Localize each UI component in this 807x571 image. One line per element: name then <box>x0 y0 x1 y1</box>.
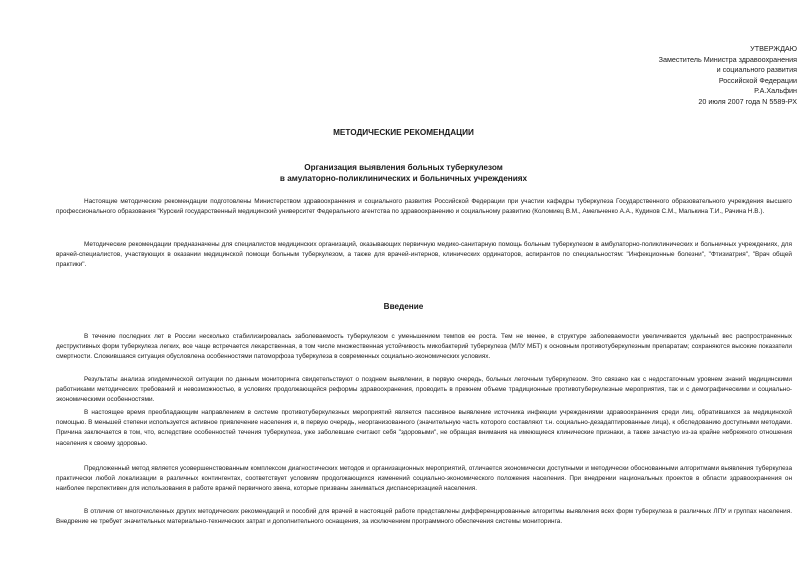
document-heading: МЕТОДИЧЕСКИЕ РЕКОМЕНДАЦИИ <box>333 128 474 137</box>
document-subtitle <box>0 162 807 184</box>
approval-position: Заместитель Министра здравоохранения <box>658 54 797 64</box>
approval-date: 20 июля 2007 года N 5589-РХ <box>698 96 797 106</box>
intro-paragraph: Настоящие методические рекомендации подготовлены Министерством здравоохранения и социального развития Российской Федерации при участии кафедры туберкулеза Государственного образовательного учреждения высшего профессионального образования "Курский государственный медицинский университет Федерального агентства по здравоохранению и социальному развитию (Коломиец В.М., Амельченко А.А., Кудинов С.М., Малькина Т.И., Рачина Н.В.). <box>56 198 792 216</box>
section-paragraph: В отличие от многочисленных других методических рекомендаций и пособий для врачей в настоящей работе представлены дифференцированные алгоритмы выявления всех форм туберкулеза в различных ЛПУ и группах населения. Внедрение не требует значительных материально-технических затрат и дополнительного оснащения, за исключением программного обеспечения системы мониторинга. <box>56 508 792 526</box>
section-heading: Введение <box>383 302 424 311</box>
subtitle-line-1: Организация выявления больных туберкулезом <box>304 163 503 172</box>
approval-block <box>659 44 797 108</box>
section-paragraph: Предложенный метод является усовершенствованным комплексом диагностических методов и организационных мероприятий, отличается экономически доступными и методически обоснованными алгоритмами выявления туберкулеза практически любой локализации в различных контингентах, соответствует условиям продолжающихся изменений социально-экономического положения населения. При внедрении национальных проектов в области здравоохранения он наиболее перспективен для использования в работе врачей первичного звена, которые призваны заниматься диспансеризацией населения. <box>56 465 792 493</box>
approval-signatory: Р.А.Хальфин <box>754 86 797 96</box>
subtitle-line-2: в амулаторно-поликлинических и больничных учреждениях <box>279 174 528 183</box>
section-paragraph: В течение последних лет в России несколько стабилизировалась заболеваемость туберкулезом с уменьшением темпов ее роста. Тем не менее, в структуре заболеваемости увеличивается удельный вес распространенных деструктивных форм туберкулеза легких, все чаще встречается лекарственная, в том числе множественная устойчивость микобактерий туберкулеза (МЛУ МБТ) к основным противотуберкулезным препаратам; сохраняются высокие показатели смертности. Сложившаяся ситуация обусловлена особенностями патоморфоза туберкулеза в современных социально-экономических условиях. <box>56 333 792 361</box>
approval-title: УТВЕРЖДАЮ <box>750 44 797 53</box>
section-paragraph: Результаты анализа эпидемической ситуации по данным мониторинга свидетельствуют о позднем выявлении, в первую очередь, больных легочным туберкулезом. Это связано как с недостаточным уровнем знаний медицинскими работниками методических требований и невозможностью, в условиях продолжающейся реформы здравоохранения, проводить в прежнем объеме традиционные противотуберкулезные мероприятия, так и с демографическими и социально-экономическими особенностями. <box>56 376 792 404</box>
approval-country: Российской Федерации <box>718 75 797 85</box>
intro-paragraph: Методические рекомендации предназначены для специалистов медицинских организаций, оказывающих первичную медико-санитарную помощь больным туберкулезом в амбулаторно-поликлинических и больничных учреждениях, для врачей-специалистов, участвующих в оказании медицинской помощи больным туберкулезом, а также для врачей-интернов, клинических ординаторов, аспирантов по специальностям: "Инфекционные болезни", "Фтизиатрия", "Врач общей практики". <box>56 241 792 269</box>
section-paragraph: В настоящее время преобладающим направлением в системе противотуберкулезных мероприятий является пассивное выявление источника инфекции учреждениями здравоохранения среди лиц, обратившихся за медицинской помощью. В меньшей степени используется активное привлечение населения и, в первую очередь, неорганизованного (значительную часть которого составляют т.н. социально-дезадаптированные лица), к обследованию доступными методами. Причина заключается в том, что, вследствие особенностей течения туберкулеза, уже заболевшие считают себя "здоровыми", не обращая внимания на имеющиеся клинические признаки, а также зачастую из-за крайне небрежного отношения населения к своему здоровью. <box>56 409 792 447</box>
approval-position-cont: и социального развития <box>716 65 797 75</box>
